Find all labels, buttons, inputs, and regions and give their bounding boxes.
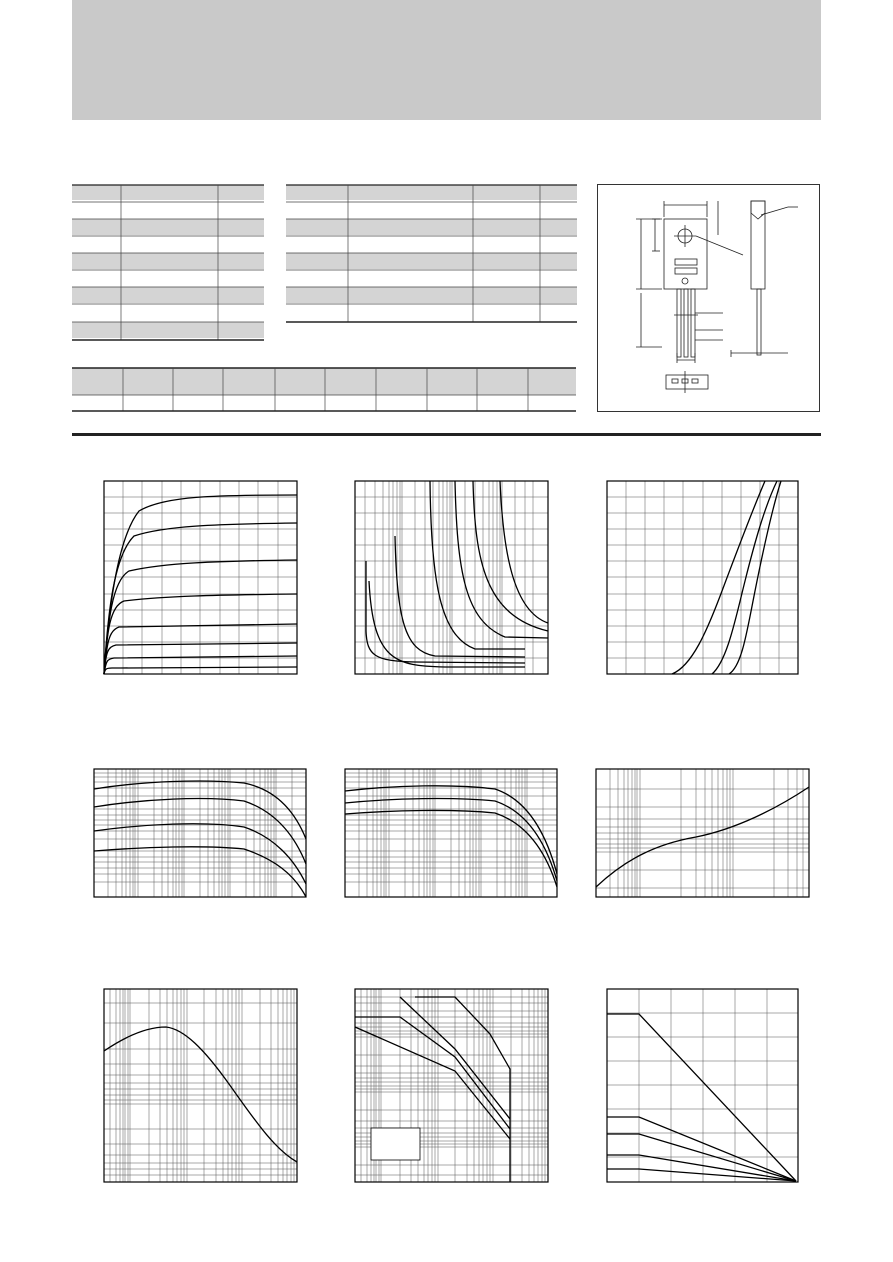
hfe-rank-table bbox=[72, 366, 576, 414]
chart-6-saturation-voltage bbox=[596, 769, 809, 897]
chart-3-transfer-characteristics bbox=[607, 481, 798, 674]
section-divider bbox=[72, 433, 821, 436]
package-outline-drawing bbox=[597, 184, 820, 412]
electrical-characteristics-table bbox=[286, 184, 577, 324]
chart-2-switching-characteristics bbox=[355, 481, 548, 674]
chart-1-output-characteristics bbox=[104, 481, 297, 674]
title-banner bbox=[72, 0, 821, 120]
chart-9-power-derating bbox=[607, 989, 798, 1182]
absolute-maximum-ratings-table bbox=[72, 184, 264, 342]
chart-8-safe-operating-area bbox=[355, 989, 548, 1182]
chart-7-gain-bandwidth bbox=[104, 989, 297, 1182]
chart-5-current-gain-temperature bbox=[345, 769, 557, 897]
chart-4-dc-current-gain bbox=[94, 769, 306, 897]
